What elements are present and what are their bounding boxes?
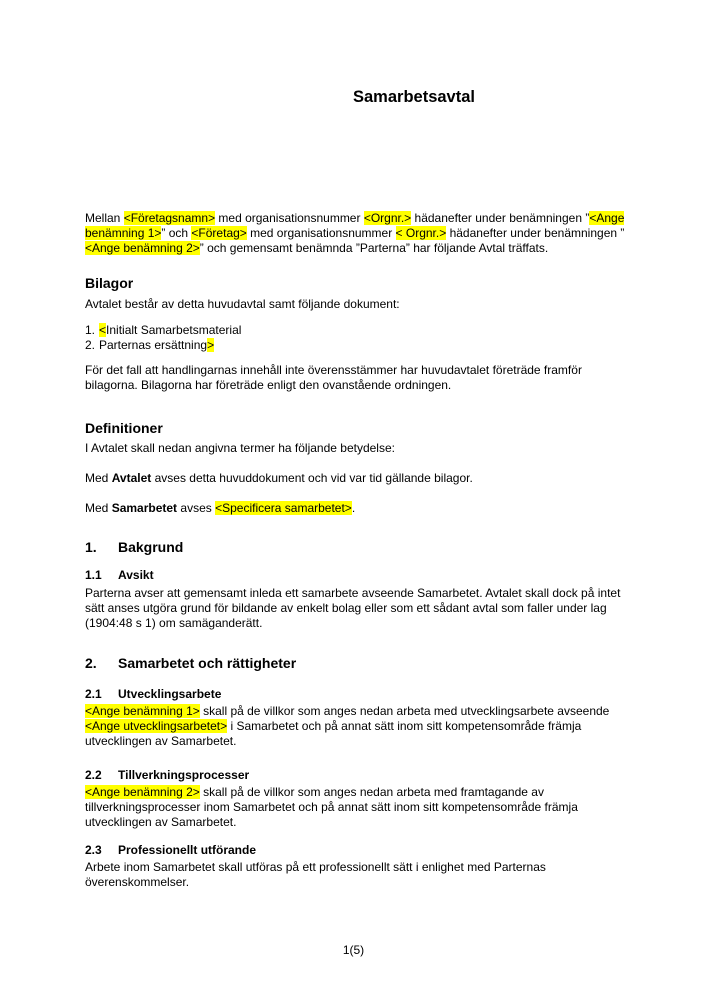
heading-section-2-2 (85, 768, 625, 783)
subsection-title: Utvecklingsarbete (118, 687, 222, 701)
subsection-number: 2.3 (85, 843, 102, 857)
highlighted-placeholder: <Företag> (191, 226, 247, 240)
text-segment: Samarbetet (111, 501, 178, 515)
paragraph-2-3 (85, 860, 625, 890)
list-item-text (99, 338, 214, 352)
definition-samarbetet (85, 501, 625, 516)
definitioner-lead: I Avtalet skall nedan angivna termer ha följande betydelse: (85, 441, 395, 455)
text-segment: avses (177, 501, 216, 515)
text-segment: ” och gemensamt benämnda ”Parterna” har följande Avtal träffats. (199, 241, 549, 255)
highlighted-placeholder: <Ange benämning 2> (85, 785, 200, 799)
highlighted-placeholder: <Företagsnamn> (123, 211, 216, 225)
list-item-number: 1. (85, 323, 96, 337)
subsection-title: Tillverkningsprocesser (118, 768, 250, 782)
subsection-title: Professionellt utförande (118, 843, 257, 857)
section-title: Bakgrund (118, 539, 184, 555)
section-title: Samarbetet och rättigheter (118, 655, 297, 671)
text-segment: avses detta huvuddokument och vid var tid gällande bilagor. (151, 471, 473, 485)
list-item (85, 338, 625, 353)
subsection-title: Avsikt (118, 568, 154, 582)
highlighted-placeholder: <Ange utvecklingsarbetet> (85, 719, 228, 733)
text-segment: hädanefter under benämningen ” (411, 211, 590, 225)
heading-section-2-3 (85, 843, 625, 858)
heading-section-1-1 (85, 568, 625, 583)
text-segment: Arbete inom Samarbetet skall utföras på ett professionellt sätt i enlighet med Parternas överenskommelser. (85, 860, 546, 889)
heading-section-2-1 (85, 687, 625, 702)
definition-avtalet (85, 471, 625, 486)
subsection-number: 1.1 (85, 568, 102, 582)
text-segment: . (351, 501, 356, 515)
text-segment: Med (85, 471, 112, 485)
text-segment: Med (85, 501, 112, 515)
subsection-number: 2.2 (85, 768, 102, 782)
paragraph-2-1 (85, 704, 625, 749)
highlighted-placeholder: <Ange benämning 2> (85, 241, 200, 255)
highlighted-placeholder: <Orgnr.> (363, 211, 412, 225)
text-segment: skall på de villkor som anges nedan arbeta med utvecklingsarbete avseende (199, 704, 610, 718)
text-segment: Mellan (85, 211, 124, 225)
bilagor-list (85, 323, 625, 353)
highlighted-placeholder: < Orgnr.> (395, 226, 447, 240)
section-number: 2. (85, 655, 97, 671)
page-number: 1(5) (342, 943, 365, 957)
bilagor-note: För det fall att handlingarnas innehåll inte överensstämmer har huvudavtalet företräde framför bilagorna. Bilagorna har företräde enligt den ovanstående ordningen. (85, 363, 582, 392)
text-segment: Parterna avser att gemensamt inleda ett samarbete avseende Samarbetet. Avtalet skall dock på intet sätt anses utgöra grund för bildande av enkelt bolag eller som ett sådant avtal som faller under lag (1904:48 s 1) om samäganderätt. (85, 586, 621, 630)
heading-section-1 (85, 539, 625, 556)
highlighted-placeholder: > (207, 338, 215, 352)
subsection-number: 2.1 (85, 687, 102, 701)
text-segment: med organisationsnummer (246, 226, 396, 240)
list-item (85, 323, 625, 338)
list-item-text (99, 323, 241, 337)
text-segment: hädanefter under benämningen ” (446, 226, 625, 240)
heading-bilagor: Bilagor (85, 275, 134, 291)
section-number: 1. (85, 539, 97, 555)
list-item-number: 2. (85, 338, 96, 352)
highlighted-placeholder: < (99, 323, 107, 337)
paragraph-1-1 (85, 586, 625, 631)
document-title: Samarbetsavtal (353, 88, 475, 106)
text-segment: med organisationsnummer (215, 211, 364, 225)
text-segment: ” och (161, 226, 192, 240)
text-segment: Parternas ersättning (99, 338, 208, 352)
highlighted-placeholder: <Specificera samarbetet> (215, 501, 352, 515)
text-segment: skall på de villkor som anges nedan arbeta med framtagande av tillverkningsprocesser inom Samarbetet och på annat sätt inom sitt kompetensområde främja utvecklingen av Samarbetet. (85, 785, 578, 829)
text-segment: Initialt Samarbetsmaterial (106, 323, 242, 337)
heading-definitioner: Definitioner (85, 420, 163, 436)
bilagor-lead: Avtalet består av detta huvudavtal samt följande dokument: (85, 297, 400, 311)
paragraph-2-2 (85, 785, 625, 830)
highlighted-placeholder: <Ange benämning 1> (85, 211, 625, 240)
text-segment: i Samarbetet och på annat sätt inom sitt kompetensområde främja utvecklingen av Samarbetet. (85, 719, 582, 748)
intro-paragraph (85, 211, 625, 256)
highlighted-placeholder: <Ange benämning 1> (85, 704, 200, 718)
text-segment: Avtalet (111, 471, 152, 485)
heading-section-2 (85, 655, 625, 672)
